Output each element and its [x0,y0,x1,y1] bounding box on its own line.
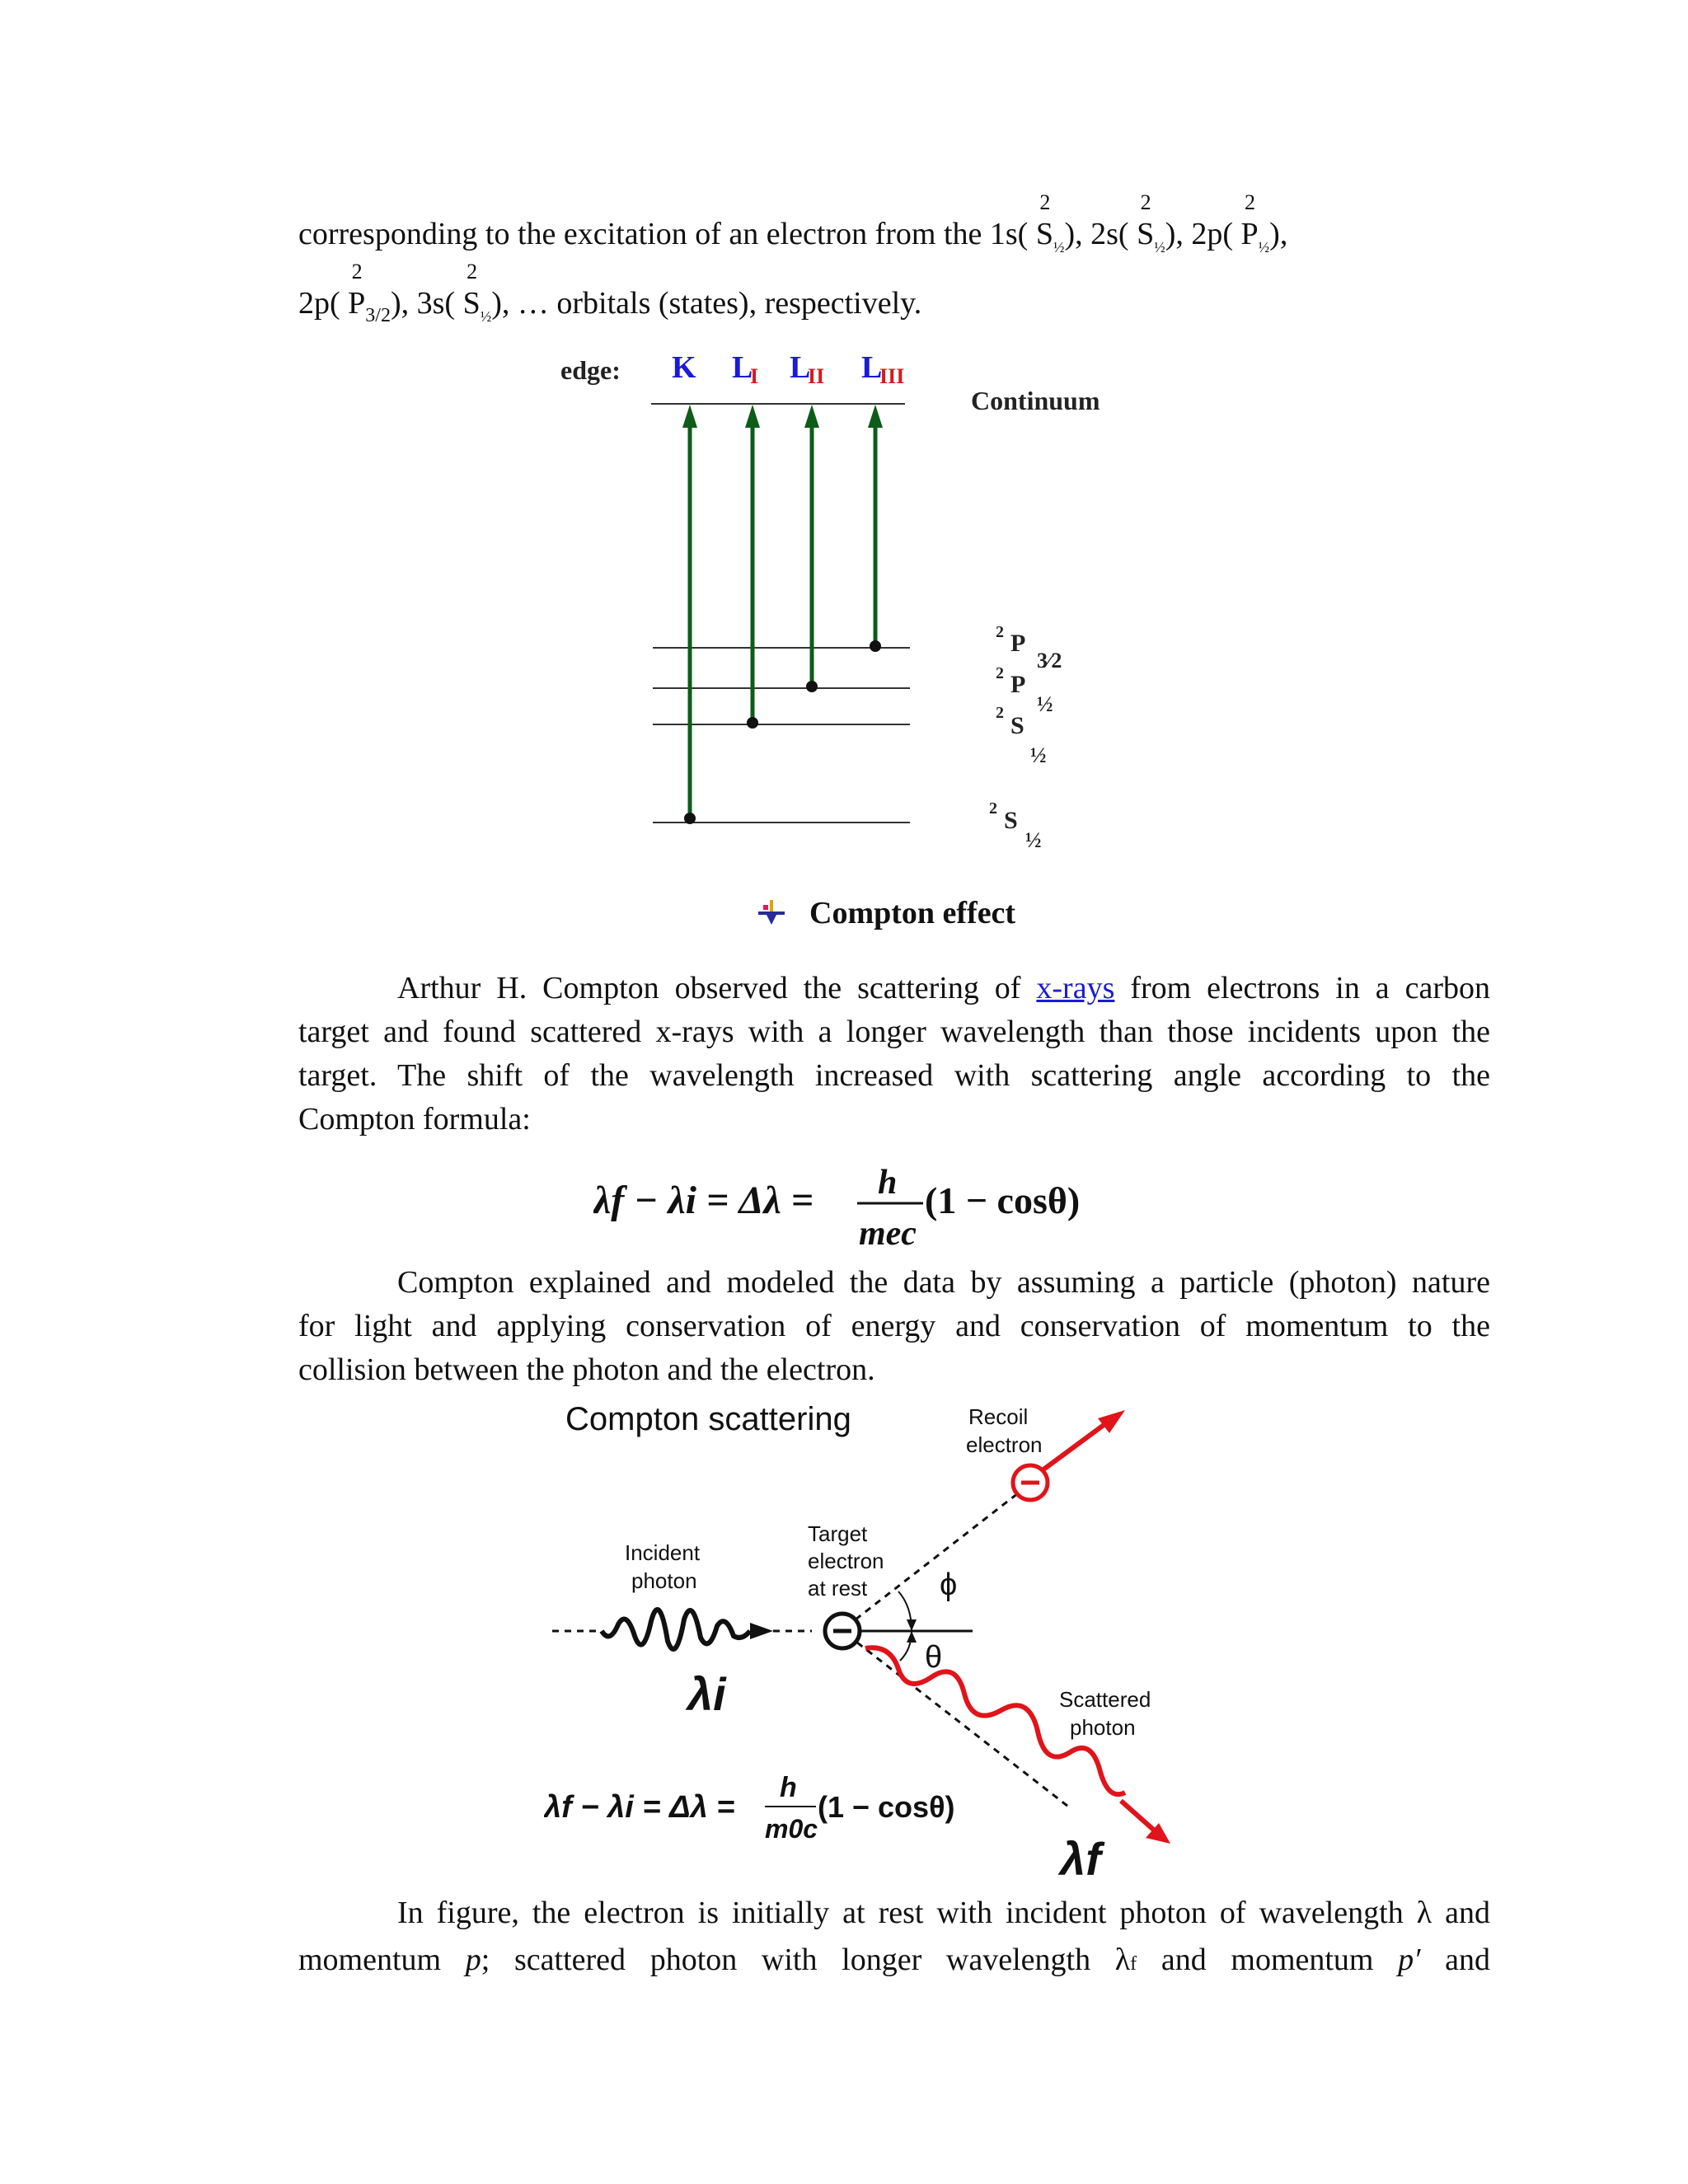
para3-line-1 [298,1891,1490,1935]
intro-text: ), 3s( [390,286,456,321]
para1-line-4: Compton formula: [298,1102,531,1137]
recoil-label: electron [966,1432,1043,1457]
para-text: Arthur H. Compton observed the scattering of [397,971,1021,1005]
intro-text: ), [1269,217,1288,251]
recoil-arrow [1043,1418,1113,1469]
state-letter: P [348,286,366,321]
para1-line-3: target. The shift of the wavelength increased with scattering angle according to the [298,1058,1490,1093]
formula-rhs: (1 − cosθ) [925,1179,1081,1221]
superscript: 2 [1140,190,1151,214]
target-label: at rest [808,1576,868,1601]
edge-LI-label: L [732,350,753,385]
state-2P-half [1233,190,1270,255]
subscript: ½ [1154,239,1165,255]
state-letter: S [1137,217,1155,251]
LIII-edge-arrow [868,405,883,652]
edge-LII-subscript: II [808,364,825,388]
x-rays-link[interactable]: x-rays [1036,971,1115,1005]
bullet-arrow-icon [758,900,785,926]
intro-line-2 [298,260,1490,339]
LII-edge-arrow [804,405,819,692]
incident-arrowhead [750,1623,773,1639]
state-labels [989,623,1062,852]
intro-text: ), 2s( [1064,217,1129,251]
continuum-label: Continuum [971,386,1100,415]
incident-label: photon [631,1568,697,1593]
state-letter: S [1035,217,1053,251]
state-2S-half [1028,190,1065,255]
state-letter: P [1240,217,1259,251]
para-text: and momentum [1160,1943,1374,1977]
lambda-i-label: λi [687,1668,726,1720]
edge-LII-label: L [790,350,811,385]
subscript: ½ [1258,239,1270,255]
scattered-arrow [1121,1801,1158,1834]
LI-edge-arrow [745,405,760,729]
momentum-prime-symbol: p′ [1398,1943,1421,1977]
state-letter: S [462,286,481,321]
edge-label: edge: [560,355,621,385]
formula-denominator: mec [859,1215,917,1253]
edge-LI-subscript: I [750,364,759,388]
para-text: Compton explained and modeled the data by assuming a particle (photon) nature [397,1265,1490,1300]
incident-wave [602,1610,750,1649]
state-P32-subscript: 3⁄2 [1037,649,1062,673]
lambda-f-label: λf [1060,1833,1101,1885]
subscript: ½ [480,308,492,325]
superscript: 2 [989,799,997,818]
state-1S12-letter: S [1004,807,1018,834]
recoil-label: Recoil [968,1404,1029,1429]
formula-numerator: h [878,1164,898,1202]
subscript: f [1130,1953,1137,1975]
superscript: 2 [1245,190,1256,214]
para-text: and [1445,1943,1491,1977]
superscript: 2 [996,664,1004,682]
absorption-edge-diagram [544,342,1137,861]
intro-text: ), … orbitals (states), respectively. [491,286,922,321]
para-text: In figure, the electron is initially at rest with incident photon of wavelength λ and [397,1896,1490,1930]
state-P12-subscript: ½ [1037,692,1053,716]
state-S12-letter: S [1010,712,1025,739]
incident-label: Incident [625,1540,701,1565]
edge-LIII-subscript: III [879,364,905,388]
para-text: from electrons in a carbon [1130,971,1491,1005]
K-edge-arrow [682,405,697,824]
state-S12-subscript: ½ [1030,743,1047,767]
superscript: 2 [351,260,363,284]
state-P32-letter: P [1010,630,1026,657]
phi-symbol: ϕ [940,1568,958,1602]
para2-line-3: collision between the photon and the electron. [298,1352,875,1387]
diagram-formula-denominator: m0c [765,1814,818,1844]
para1-line-2: target and found scattered x-rays with a longer wavelength than those incidents upon the [298,1015,1490,1049]
para2-line-1 [298,1261,1490,1305]
scattered-label: photon [1070,1715,1136,1740]
diagram-formula-lhs: λf − λi = Δλ = [544,1790,735,1825]
state-2P-three-half [340,260,391,326]
state-2S-half [1129,190,1165,255]
superscript: 2 [996,704,1004,722]
intro-text: ), 2p( [1165,217,1234,251]
phi-arrowhead [907,1619,917,1631]
edge-LIII-label: L [861,350,883,385]
section-heading: Compton effect [809,896,1016,930]
subscript: 3/2 [365,305,391,326]
edge-K-label: K [672,350,696,385]
subscript: ½ [1053,239,1065,255]
recoil-arrowhead [1098,1410,1125,1433]
para-text: ; scattered photon with longer wavelength λ [481,1943,1131,1977]
target-label: Target [808,1521,868,1546]
theta-arrowhead [907,1631,917,1643]
para3-line-2 [298,1938,1490,1986]
compton-formula [593,1154,1104,1253]
theta-symbol: θ [925,1640,943,1675]
state-1S12-subscript: ½ [1025,828,1042,852]
para1-line-1 [298,967,1490,1010]
scattered-path [857,1643,1071,1809]
diagram-formula-rhs: (1 − cosθ) [818,1790,955,1824]
momentum-symbol: p [465,1943,481,1977]
superscript: 2 [1039,190,1051,214]
diagram-formula-numerator: h [780,1772,797,1803]
target-label: electron [808,1549,884,1573]
state-2S-half [455,260,492,325]
superscript: 2 [467,260,478,284]
superscript: 2 [996,623,1004,641]
state-P12-letter: P [1010,671,1026,698]
compton-scattering-diagram [544,1397,1187,1891]
intro-text: corresponding to the excitation of an electron from the 1s( [298,217,1029,251]
diagram-title: Compton scattering [565,1401,851,1437]
intro-text: 2p( [298,286,340,321]
scattered-label: Scattered [1059,1687,1151,1712]
para2-line-2: for light and applying conservation of energy and conservation of momentum to the [298,1309,1490,1343]
formula-lhs: λf − λi = Δλ = [593,1179,814,1222]
para-text: momentum [298,1943,442,1977]
